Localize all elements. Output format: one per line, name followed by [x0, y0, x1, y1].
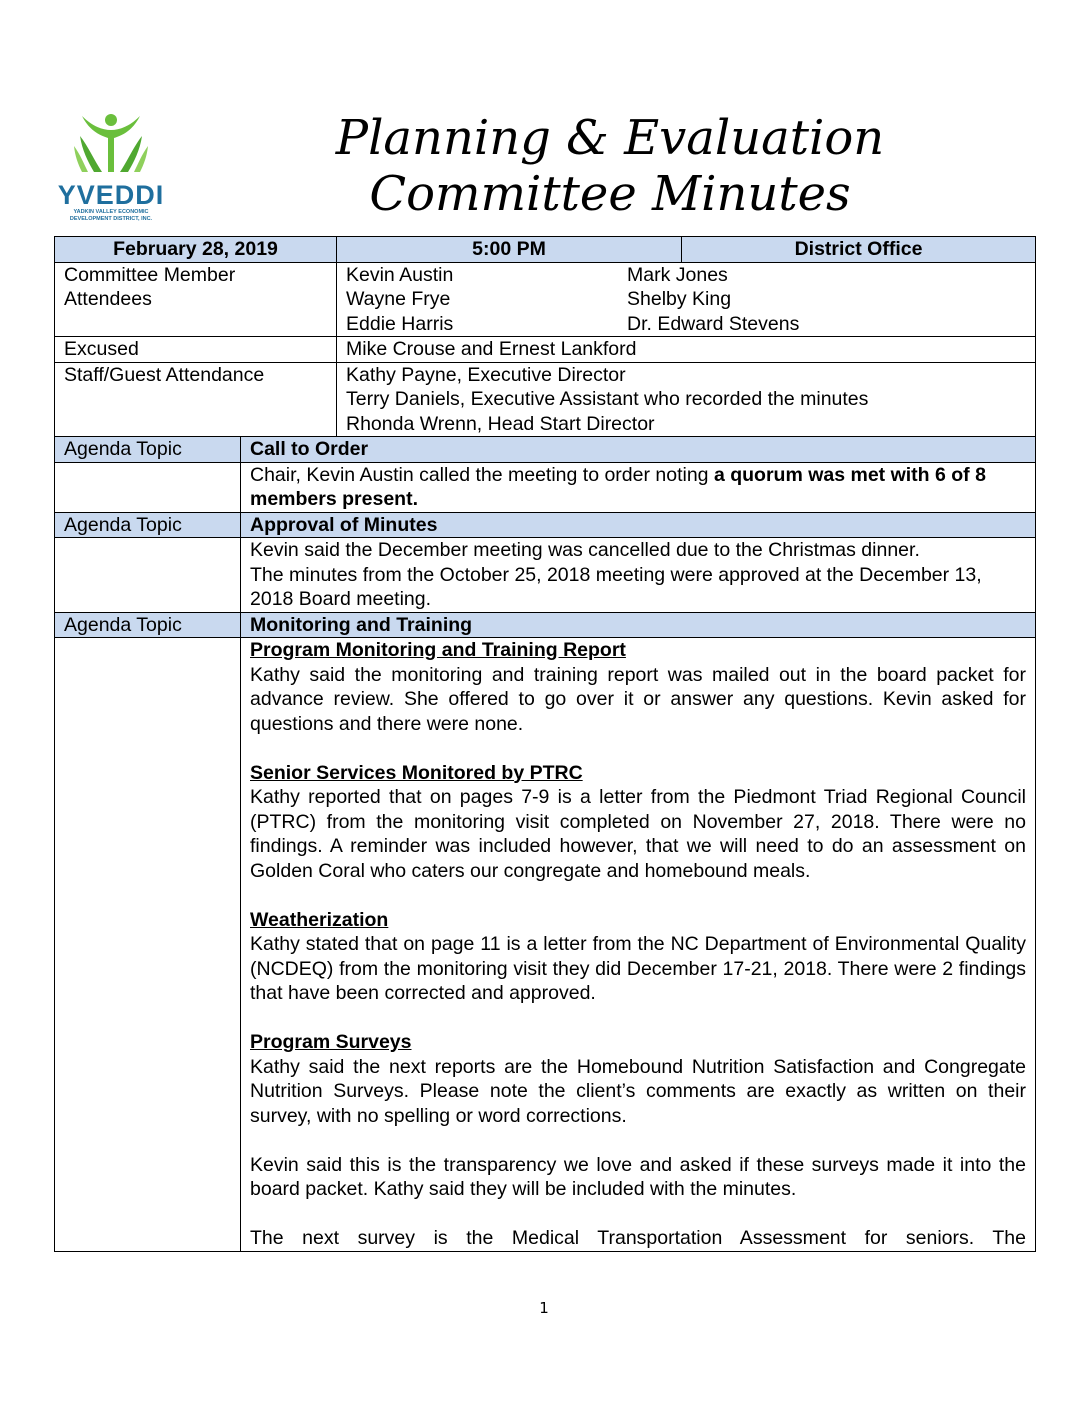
page-title: [260, 110, 960, 222]
attendee-name: Kevin Austin: [346, 263, 454, 286]
title-line-1: Planning & Evaluation: [335, 110, 885, 166]
quorum-note: a quorum was met with 6 of 8 members present.: [250, 463, 986, 510]
staff-line: Rhonda Wrenn, Head Start Director: [346, 412, 655, 435]
yveddi-logo: [52, 112, 170, 222]
section-text: Kathy stated that on page 11 is a letter from the NC Department of Environmental Quality (NCDEQ) from the monitoring visit they did December 17-21, 2018. There were 2 findings that have been corrected and approved.: [250, 933, 1026, 1004]
empty-cell: [55, 638, 241, 1252]
agenda-topic-label: Agenda Topic: [55, 612, 241, 638]
call-to-order-statement: Chair, Kevin Austin called the meeting to order noting: [250, 463, 714, 486]
empty-cell: [55, 538, 241, 613]
staff-label: Staff/Guest Attendance: [55, 362, 337, 437]
page-number: 1: [539, 1299, 549, 1317]
attendee-name: Eddie Harris: [346, 312, 454, 335]
staff-line: Terry Daniels, Executive Assistant who recorded the minutes: [346, 388, 869, 410]
paragraph: Kevin said this is the transparency we love and asked if these surveys made it into the board packet. Kathy said they will be included with the minutes.: [250, 1153, 1026, 1200]
section-text: Kathy reported that on pages 7-9 is a letter from the Piedmont Triad Regional Council (PTRC) from the monitoring visit completed on November 27, 2018. There were no findings. A reminder was included however, that we will need to do an assessment on Golden Coral who caters our congregate and homebound meals.: [250, 786, 1026, 882]
staff-row: [55, 362, 1036, 437]
agenda-topic-title: Approval of Minutes: [241, 512, 1036, 538]
approval-line: The minutes from the October 25, 2018 meeting were approved at the December 13, 2018 Board meeting.: [250, 563, 982, 610]
logo-figure-icon: [74, 112, 148, 174]
agenda-topic-row: [55, 612, 1036, 638]
attendee-name: Dr. Edward Stevens: [627, 312, 800, 335]
attendee-name: Shelby King: [627, 288, 732, 310]
section-heading: Program Monitoring and Training Report: [250, 639, 626, 661]
meeting-date: February 28, 2019: [55, 237, 337, 263]
staff-line: Kathy Payne, Executive Director: [346, 363, 626, 386]
section-heading: Senior Services Monitored by PTRC: [250, 761, 583, 784]
section-heading: Weatherization: [250, 908, 389, 931]
section-text: Kathy said the next reports are the Homebound Nutrition Satisfaction and Congregate Nutrition Surveys. Please note the client’s comments are exactly as written on their survey, with no spelling or word corrections.: [250, 1055, 1026, 1127]
agenda-topic-body-row: [55, 462, 1036, 512]
title-line-2: Committee Minutes: [369, 166, 851, 222]
attendee-name: Mark Jones: [627, 263, 728, 286]
paragraph-continued: The next survey is the Medical Transportation Assessment for seniors. The: [250, 1227, 1026, 1249]
excused-label: Excused: [55, 337, 337, 363]
agenda-topic-body-row: [55, 538, 1036, 613]
agenda-topic-row: [55, 512, 1036, 538]
agenda-topic-label: Agenda Topic: [55, 437, 241, 463]
meeting-location: District Office: [682, 237, 1036, 263]
meeting-time: 5:00 PM: [337, 237, 682, 263]
attendee-name: Wayne Frye: [346, 288, 451, 310]
empty-cell: [55, 462, 241, 512]
agenda-topic-title: Monitoring and Training: [241, 612, 1036, 638]
attendees-names: [337, 262, 1036, 337]
logo-tagline: YADKIN VALLEY ECONOMIC DEVELOPMENT DISTRICT, INC.: [69, 209, 153, 222]
attendees-row: [55, 262, 1036, 337]
excused-row: [55, 337, 1036, 363]
logo-name: YVEDDI: [57, 180, 165, 210]
monitoring-body: [241, 638, 1036, 1252]
section-heading: Program Surveys: [250, 1031, 412, 1053]
agenda-topic-row: [55, 437, 1036, 463]
section-text: Kathy said the monitoring and training report was mailed out in the board packet for advance review. She offered to go over it or answer any questions. Kevin asked for questions and there were none.: [250, 663, 1026, 735]
approval-text: [241, 538, 1036, 613]
minutes-table: [54, 236, 1036, 1252]
approval-line: Kevin said the December meeting was cancelled due to the Christmas dinner.: [250, 539, 920, 561]
agenda-topic-title: Call to Order: [241, 437, 1036, 463]
header-row: [55, 237, 1036, 263]
attendees-label: Committee Member Attendees: [55, 262, 337, 337]
excused-value: Mike Crouse and Ernest Lankford: [337, 337, 1036, 363]
staff-list: [337, 362, 1036, 437]
agenda-topic-label: Agenda Topic: [55, 512, 241, 538]
call-to-order-text: [241, 462, 1036, 512]
agenda-topic-body-row: [55, 638, 1036, 1252]
